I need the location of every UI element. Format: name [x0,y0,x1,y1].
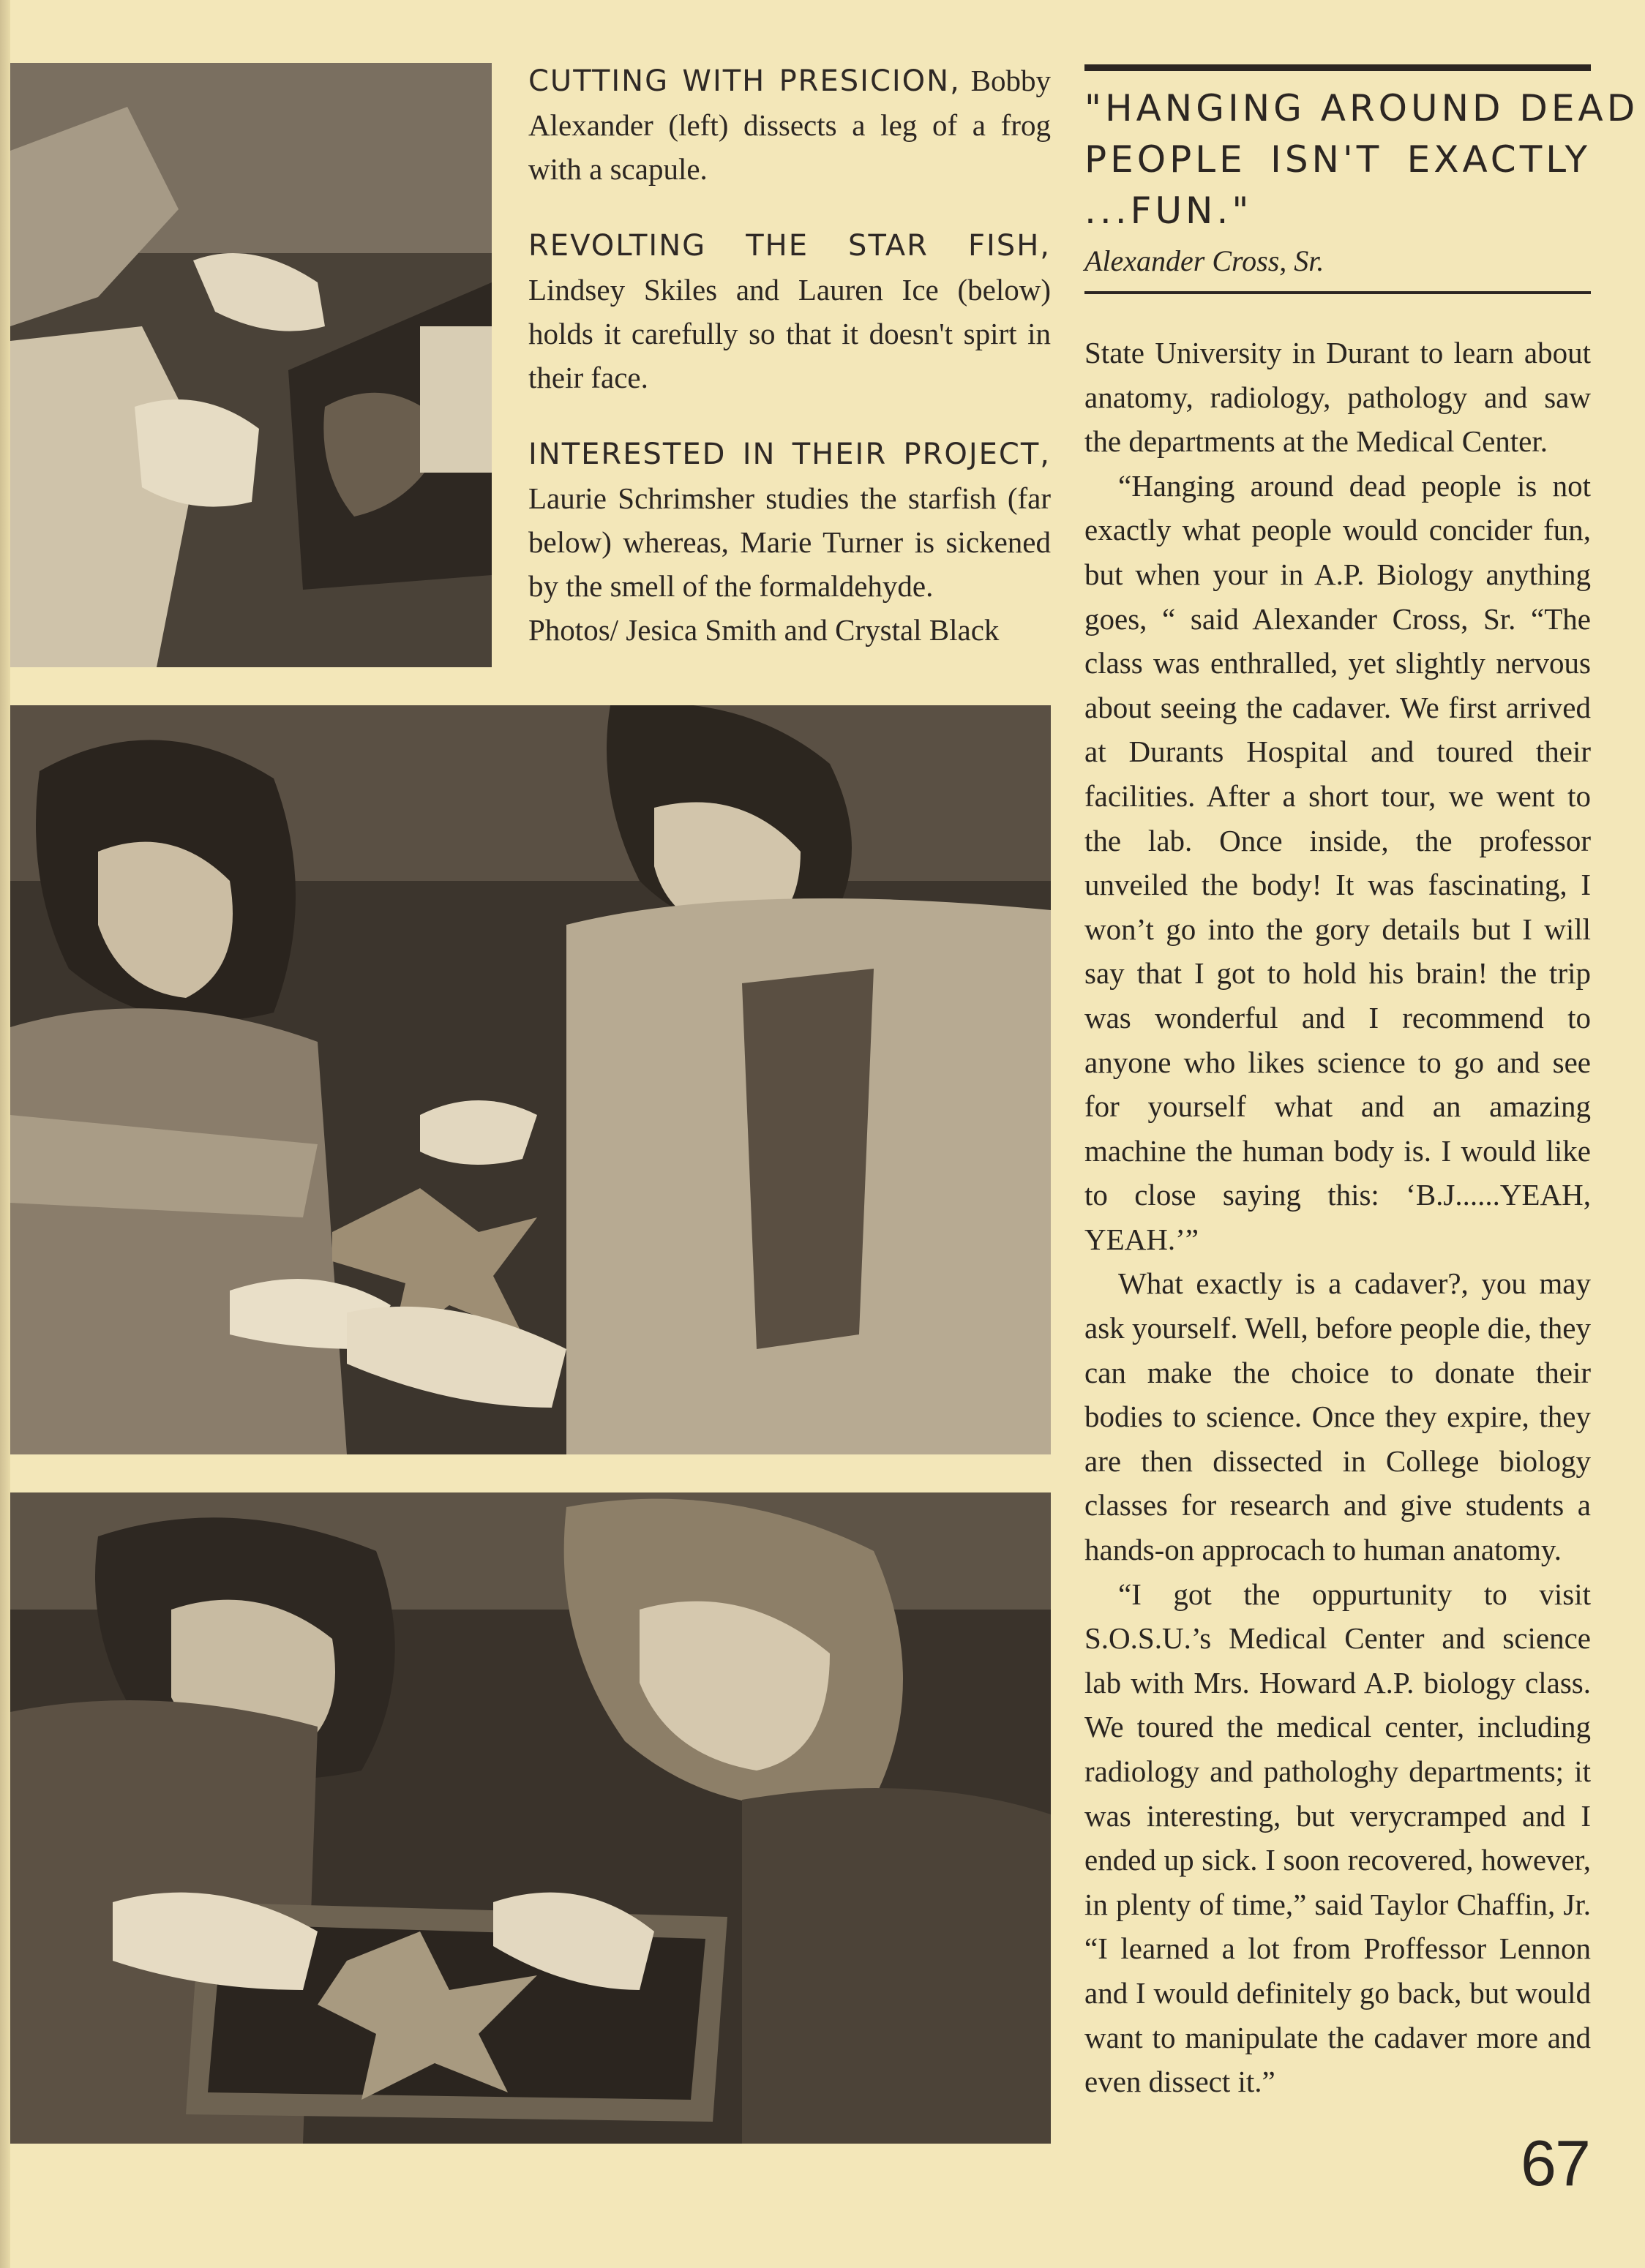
page-number: 67 [1521,2127,1589,2199]
caption-project [528,432,1051,608]
article-body [1084,331,1591,2104]
caption-heading: CUTTING WITH PRESICION, [528,64,961,98]
photo-credit: Photos/ Jesica Smith and Crystal Black [528,613,1000,647]
page-binding-edge [0,0,10,2268]
photo-starfish-dissection [10,705,1051,1454]
pull-quote-line: ...FUN." [1084,189,1253,232]
article-paragraph: “I got the oppurtunity to visit S.O.S.U.’s Medical Center and science lab with Mrs. Howard A.P. biology class. We toured the medical center, including radiology and pathologhy departments; it was interesting, but verycramped and I ended up sick. I soon recovered, however, in plenty of time,” said Taylor Chaffin, Jr. “I learned a lot from Proffessor Lennon and I would definitely go back, but would want to manipulate the cadaver more and even dissect it.” [1084,1577,1591,2099]
pull-quote-line: PEOPLE ISN'T EXACTLY [1084,138,1591,181]
photo-frog-dissection [10,63,492,667]
article-paragraph: “Hanging around dead people is not exactly what people would concider fun, but when your in A.P. Biology anything goes, “ said Alexander Cross, Sr. “The class was enthralled, yet slightly nervous about seeing the cadaver. We first arrived at Durants Hospital and toured their facilities. After a short tour, we went to the lab. Once inside, the professor unveiled the body! It was fascinating, I won’t go into the gory details but I will say that I got to hold his brain! the trip was wonderful and I recommend to anyone who likes science to go and see for yourself what and an amazing machine the human body is. I would like to close saying this: ‘B.J......YEAH, YEAH.’” [1084,468,1591,1256]
pull-quote-line: "HANGING AROUND DEAD [1084,87,1639,129]
photo-captions [528,59,1051,652]
photo-starfish-tray [10,1492,1051,2144]
caption-text: Lindsey Skiles and Lauren Ice (below) holds it carefully so that it doesn't spirt in their face. [528,273,1051,394]
pull-quote [1084,64,1639,294]
pull-quote-attribution: Alexander Cross, Sr. [1084,244,1591,294]
article-paragraph: State University in Durant to learn about anatomy, radiology, pathology and saw the departments at the Medical Center. [1084,336,1591,459]
caption-heading: INTERESTED IN THEIR PROJECT, [528,438,1051,471]
caption-frog [528,59,1051,191]
article-paragraph: What exactly is a cadaver?, you may ask yourself. Well, before people die, they can make the choice to donate their bodies to science. Once they expire, they are then dissected in College biology classes for research and give students a hands-on approcach to human anatomy. [1084,1266,1591,1567]
caption-starfish [528,223,1051,399]
caption-text: Bobby Alexander (left) dissects a leg of a frog with a scapule. [528,64,1051,186]
caption-heading: REVOLTING THE STAR FISH, [528,229,1051,263]
caption-text: Laurie Schrimsher studies the starfish (far below) whereas, Marie Turner is sickened by the smell of the formaldehyde. [528,481,1051,603]
